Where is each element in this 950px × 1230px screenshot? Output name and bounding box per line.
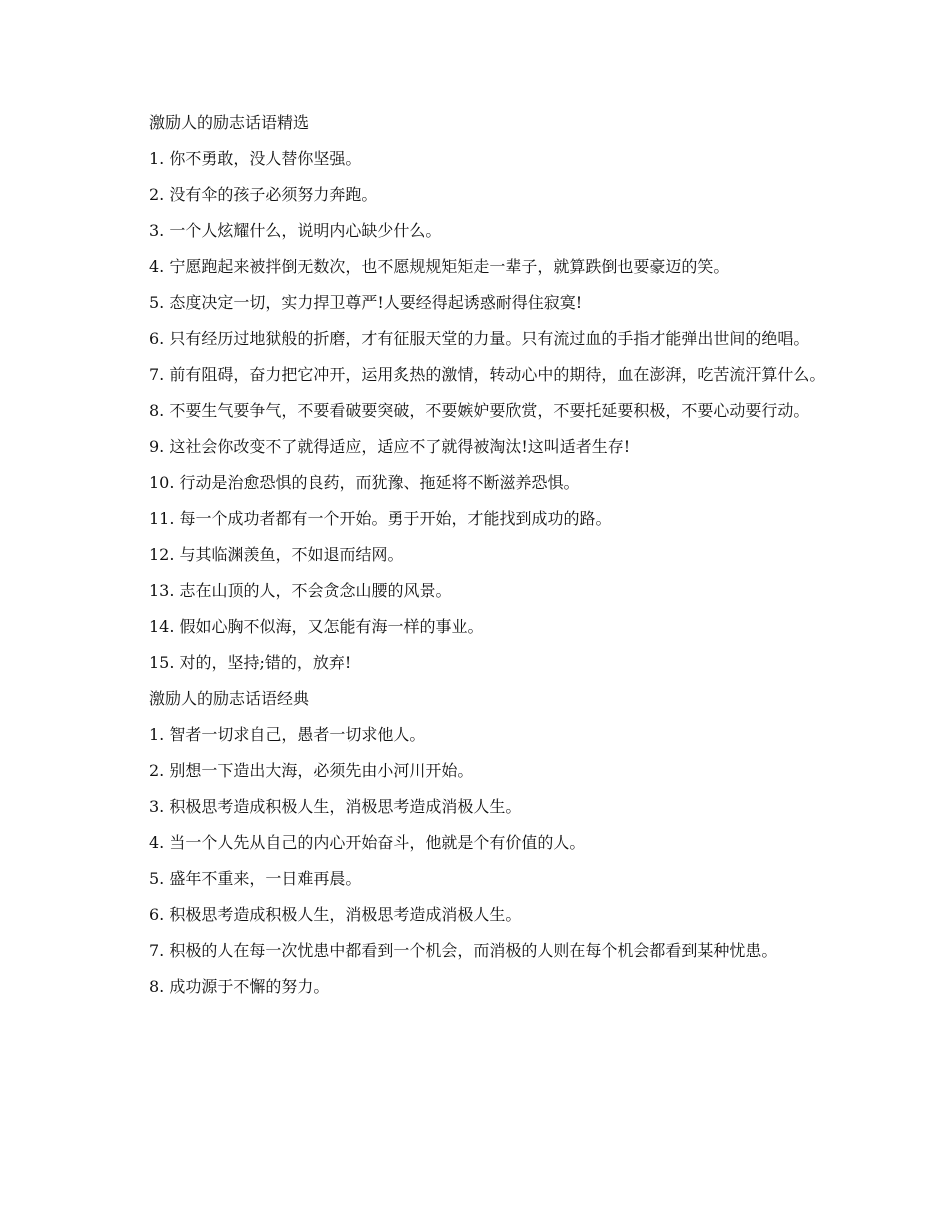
list-item: 8. 不要生气要争气，不要看破要突破，不要嫉妒要欣赏，不要托延要积极，不要心动要行动。 [149,401,810,420]
list-item: 15. 对的，坚持;错的，放弃! [149,653,352,672]
list-item: 14. 假如心胸不似海，又怎能有海一样的事业。 [149,617,484,636]
list-item: 1. 智者一切求自己，愚者一切求他人。 [149,725,426,744]
list-item: 7. 前有阻碍，奋力把它冲开，运用炙热的激情，转动心中的期待，血在澎湃，吃苦流汗算什么。 [149,365,826,384]
section-heading: 激励人的励志话语精选 [149,113,310,132]
list-item: 6. 只有经历过地狱般的折磨，才有征服天堂的力量。只有流过血的手指才能弹出世间的绝唱。 [149,329,810,348]
list-item: 10. 行动是治愈恐惧的良药，而犹豫、拖延将不断滋养恐惧。 [149,473,580,492]
list-item: 2. 别想一下造出大海，必须先由小河川开始。 [149,761,474,780]
list-item: 9. 这社会你改变不了就得适应，适应不了就得被淘汰!这叫适者生存! [149,437,631,456]
list-item: 11. 每一个成功者都有一个开始。勇于开始，才能找到成功的路。 [149,509,612,528]
list-item: 6. 积极思考造成积极人生，消极思考造成消极人生。 [149,905,522,924]
document-page [113,113,840,1013]
list-item: 2. 没有伞的孩子必须努力奔跑。 [149,185,378,204]
list-item: 3. 一个人炫耀什么，说明内心缺少什么。 [149,221,442,240]
list-item: 13. 志在山顶的人，不会贪念山腰的风景。 [149,581,452,600]
list-item: 12. 与其临渊羡鱼，不如退而结网。 [149,545,404,564]
list-item: 7. 积极的人在每一次忧患中都看到一个机会，而消极的人则在每个机会都看到某种忧患。 [149,941,778,960]
list-item: 5. 盛年不重来，一日难再晨。 [149,869,362,888]
section-heading: 激励人的励志话语经典 [149,689,310,708]
list-item: 4. 当一个人先从自己的内心开始奋斗，他就是个有价值的人。 [149,833,586,852]
list-item: 4. 宁愿跑起来被拌倒无数次，也不愿规规矩矩走一辈子，就算跌倒也要豪迈的笑。 [149,257,730,276]
list-item: 3. 积极思考造成积极人生，消极思考造成消极人生。 [149,797,522,816]
list-item: 1. 你不勇敢，没人替你坚强。 [149,149,362,168]
list-item: 8. 成功源于不懈的努力。 [149,977,330,996]
list-item: 5. 态度决定一切，实力捍卫尊严!人要经得起诱惑耐得住寂寞! [149,293,583,312]
